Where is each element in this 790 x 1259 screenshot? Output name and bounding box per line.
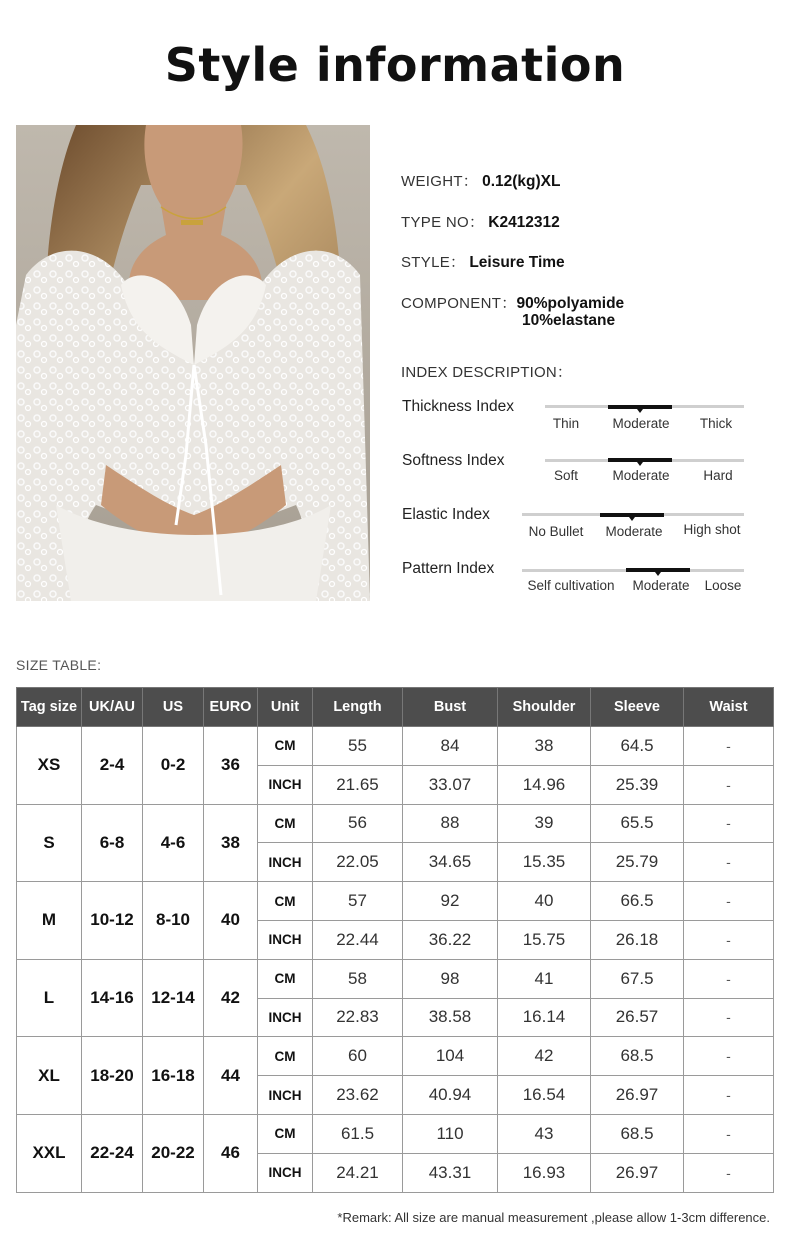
length-cell: 22.05 bbox=[313, 843, 403, 882]
tag-size-cell: XS bbox=[17, 727, 82, 805]
waist-cell: - bbox=[684, 727, 774, 766]
bust-cell: 92 bbox=[403, 882, 498, 921]
us-cell: 4-6 bbox=[143, 804, 204, 882]
style-value: Leisure Time bbox=[469, 254, 565, 271]
weight-row bbox=[401, 170, 560, 191]
header-uk-au: UK/AU bbox=[82, 688, 143, 727]
header-us: US bbox=[143, 688, 204, 727]
size-table-header-row bbox=[17, 688, 774, 727]
bust-cell: 38.58 bbox=[403, 998, 498, 1037]
tag-size-cell: M bbox=[17, 882, 82, 960]
bust-cell: 40.94 bbox=[403, 1076, 498, 1115]
waist-cell: - bbox=[684, 1114, 774, 1153]
header-waist: Waist bbox=[684, 688, 774, 727]
header-euro: EURO bbox=[204, 688, 258, 727]
euro-cell: 42 bbox=[204, 959, 258, 1037]
bust-cell: 43.31 bbox=[403, 1153, 498, 1192]
page-title: Style information bbox=[164, 38, 626, 92]
waist-cell: - bbox=[684, 998, 774, 1037]
elastic-option-moderate: Moderate bbox=[605, 524, 663, 539]
table-row bbox=[17, 882, 774, 921]
us-cell: 0-2 bbox=[143, 727, 204, 805]
sleeve-cell: 26.18 bbox=[591, 920, 684, 959]
waist-cell: - bbox=[684, 920, 774, 959]
waist-cell: - bbox=[684, 843, 774, 882]
header-sleeve: Sleeve bbox=[591, 688, 684, 727]
tag-size-cell: S bbox=[17, 804, 82, 882]
component-value-2: 10%elastane bbox=[522, 312, 616, 329]
euro-cell: 38 bbox=[204, 804, 258, 882]
length-cell: 22.44 bbox=[313, 920, 403, 959]
euro-cell: 36 bbox=[204, 727, 258, 805]
sleeve-cell: 64.5 bbox=[591, 727, 684, 766]
pattern-index-pointer-icon bbox=[655, 572, 661, 576]
sleeve-cell: 68.5 bbox=[591, 1037, 684, 1076]
waist-cell: - bbox=[684, 1037, 774, 1076]
pattern-option-loose: Loose bbox=[704, 578, 742, 593]
length-cell: 22.83 bbox=[313, 998, 403, 1037]
unit-cell: CM bbox=[258, 882, 313, 921]
table-row bbox=[17, 1037, 774, 1076]
length-cell: 24.21 bbox=[313, 1153, 403, 1192]
sleeve-cell: 25.79 bbox=[591, 843, 684, 882]
uk-au-cell: 22-24 bbox=[82, 1114, 143, 1192]
bust-cell: 36.22 bbox=[403, 920, 498, 959]
shoulder-cell: 16.93 bbox=[498, 1153, 591, 1192]
sleeve-cell: 26.57 bbox=[591, 998, 684, 1037]
sleeve-cell: 25.39 bbox=[591, 765, 684, 804]
shoulder-cell: 43 bbox=[498, 1114, 591, 1153]
component-value-1: 90%polyamide bbox=[516, 295, 625, 312]
unit-cell: INCH bbox=[258, 843, 313, 882]
uk-au-cell: 10-12 bbox=[82, 882, 143, 960]
sleeve-cell: 68.5 bbox=[591, 1114, 684, 1153]
length-cell: 55 bbox=[313, 727, 403, 766]
unit-cell: INCH bbox=[258, 1076, 313, 1115]
table-row bbox=[17, 959, 774, 998]
header-tag-size: Tag size bbox=[17, 688, 82, 727]
bust-cell: 110 bbox=[403, 1114, 498, 1153]
shoulder-cell: 39 bbox=[498, 804, 591, 843]
header-bust: Bust bbox=[403, 688, 498, 727]
unit-cell: INCH bbox=[258, 765, 313, 804]
elastic-option-high-shot: High shot bbox=[683, 522, 741, 537]
component-row bbox=[401, 292, 624, 313]
pattern-option-moderate: Moderate bbox=[632, 578, 690, 593]
waist-cell: - bbox=[684, 1153, 774, 1192]
bust-cell: 34.65 bbox=[403, 843, 498, 882]
us-cell: 12-14 bbox=[143, 959, 204, 1037]
length-cell: 60 bbox=[313, 1037, 403, 1076]
shoulder-cell: 14.96 bbox=[498, 765, 591, 804]
unit-cell: CM bbox=[258, 1037, 313, 1076]
softness-index-label: Softness Index bbox=[402, 452, 505, 469]
header-length: Length bbox=[313, 688, 403, 727]
softness-index-pointer-icon bbox=[637, 462, 643, 466]
sleeve-cell: 65.5 bbox=[591, 804, 684, 843]
header-shoulder: Shoulder bbox=[498, 688, 591, 727]
shoulder-cell: 15.35 bbox=[498, 843, 591, 882]
bust-cell: 88 bbox=[403, 804, 498, 843]
weight-label: WEIGHT： bbox=[401, 173, 479, 190]
unit-cell: CM bbox=[258, 1114, 313, 1153]
type-label: TYPE NO： bbox=[401, 214, 485, 231]
shoulder-cell: 42 bbox=[498, 1037, 591, 1076]
euro-cell: 44 bbox=[204, 1037, 258, 1115]
sleeve-cell: 67.5 bbox=[591, 959, 684, 998]
size-table-label: SIZE TABLE: bbox=[16, 657, 102, 673]
thickness-index-pointer-icon bbox=[637, 409, 643, 413]
table-row bbox=[17, 727, 774, 766]
bust-cell: 33.07 bbox=[403, 765, 498, 804]
pattern-option-self-cultivation: Self cultivation bbox=[527, 578, 615, 593]
tag-size-cell: L bbox=[17, 959, 82, 1037]
thickness-option-moderate: Moderate bbox=[612, 416, 670, 431]
thickness-option-thin: Thin bbox=[552, 416, 580, 431]
unit-cell: CM bbox=[258, 959, 313, 998]
length-cell: 23.62 bbox=[313, 1076, 403, 1115]
shoulder-cell: 40 bbox=[498, 882, 591, 921]
elastic-option-no-bullet: No Bullet bbox=[528, 524, 584, 539]
remark-note: *Remark: All size are manual measurement ,please allow 1-3cm difference. bbox=[337, 1210, 770, 1225]
pattern-index-label: Pattern Index bbox=[402, 560, 495, 577]
unit-cell: INCH bbox=[258, 920, 313, 959]
us-cell: 20-22 bbox=[143, 1114, 204, 1192]
bust-cell: 104 bbox=[403, 1037, 498, 1076]
size-table bbox=[16, 687, 774, 1193]
shoulder-cell: 16.14 bbox=[498, 998, 591, 1037]
elastic-index-pointer-icon bbox=[629, 517, 635, 521]
tag-size-cell: XL bbox=[17, 1037, 82, 1115]
table-row bbox=[17, 804, 774, 843]
length-cell: 56 bbox=[313, 804, 403, 843]
sleeve-cell: 26.97 bbox=[591, 1076, 684, 1115]
weight-value: 0.12(kg)XL bbox=[482, 173, 561, 190]
unit-cell: INCH bbox=[258, 998, 313, 1037]
header-unit: Unit bbox=[258, 688, 313, 727]
shoulder-cell: 41 bbox=[498, 959, 591, 998]
shoulder-cell: 15.75 bbox=[498, 920, 591, 959]
shoulder-cell: 16.54 bbox=[498, 1076, 591, 1115]
waist-cell: - bbox=[684, 804, 774, 843]
waist-cell: - bbox=[684, 959, 774, 998]
euro-cell: 46 bbox=[204, 1114, 258, 1192]
unit-cell: INCH bbox=[258, 1153, 313, 1192]
waist-cell: - bbox=[684, 765, 774, 804]
index-heading: INDEX DESCRIPTION： bbox=[401, 364, 573, 381]
waist-cell: - bbox=[684, 882, 774, 921]
us-cell: 16-18 bbox=[143, 1037, 204, 1115]
softness-option-soft: Soft bbox=[553, 468, 578, 483]
uk-au-cell: 14-16 bbox=[82, 959, 143, 1037]
length-cell: 61.5 bbox=[313, 1114, 403, 1153]
sleeve-cell: 66.5 bbox=[591, 882, 684, 921]
product-photo bbox=[16, 125, 370, 601]
type-value: K2412312 bbox=[488, 214, 560, 231]
style-row bbox=[401, 251, 565, 272]
unit-cell: CM bbox=[258, 804, 313, 843]
uk-au-cell: 18-20 bbox=[82, 1037, 143, 1115]
sleeve-cell: 26.97 bbox=[591, 1153, 684, 1192]
component-label: COMPONENT： bbox=[401, 295, 517, 312]
softness-option-hard: Hard bbox=[703, 468, 733, 483]
euro-cell: 40 bbox=[204, 882, 258, 960]
us-cell: 8-10 bbox=[143, 882, 204, 960]
softness-option-moderate: Moderate bbox=[612, 468, 670, 483]
waist-cell: - bbox=[684, 1076, 774, 1115]
style-label: STYLE： bbox=[401, 254, 466, 271]
tag-size-cell: XXL bbox=[17, 1114, 82, 1192]
bust-cell: 84 bbox=[403, 727, 498, 766]
length-cell: 57 bbox=[313, 882, 403, 921]
bust-cell: 98 bbox=[403, 959, 498, 998]
thickness-option-thick: Thick bbox=[699, 416, 733, 431]
shoulder-cell: 38 bbox=[498, 727, 591, 766]
length-cell: 58 bbox=[313, 959, 403, 998]
table-row bbox=[17, 1114, 774, 1153]
type-row bbox=[401, 211, 560, 232]
unit-cell: CM bbox=[258, 727, 313, 766]
uk-au-cell: 2-4 bbox=[82, 727, 143, 805]
thickness-index-label: Thickness Index bbox=[402, 398, 514, 415]
uk-au-cell: 6-8 bbox=[82, 804, 143, 882]
elastic-index-label: Elastic Index bbox=[402, 506, 490, 523]
length-cell: 21.65 bbox=[313, 765, 403, 804]
